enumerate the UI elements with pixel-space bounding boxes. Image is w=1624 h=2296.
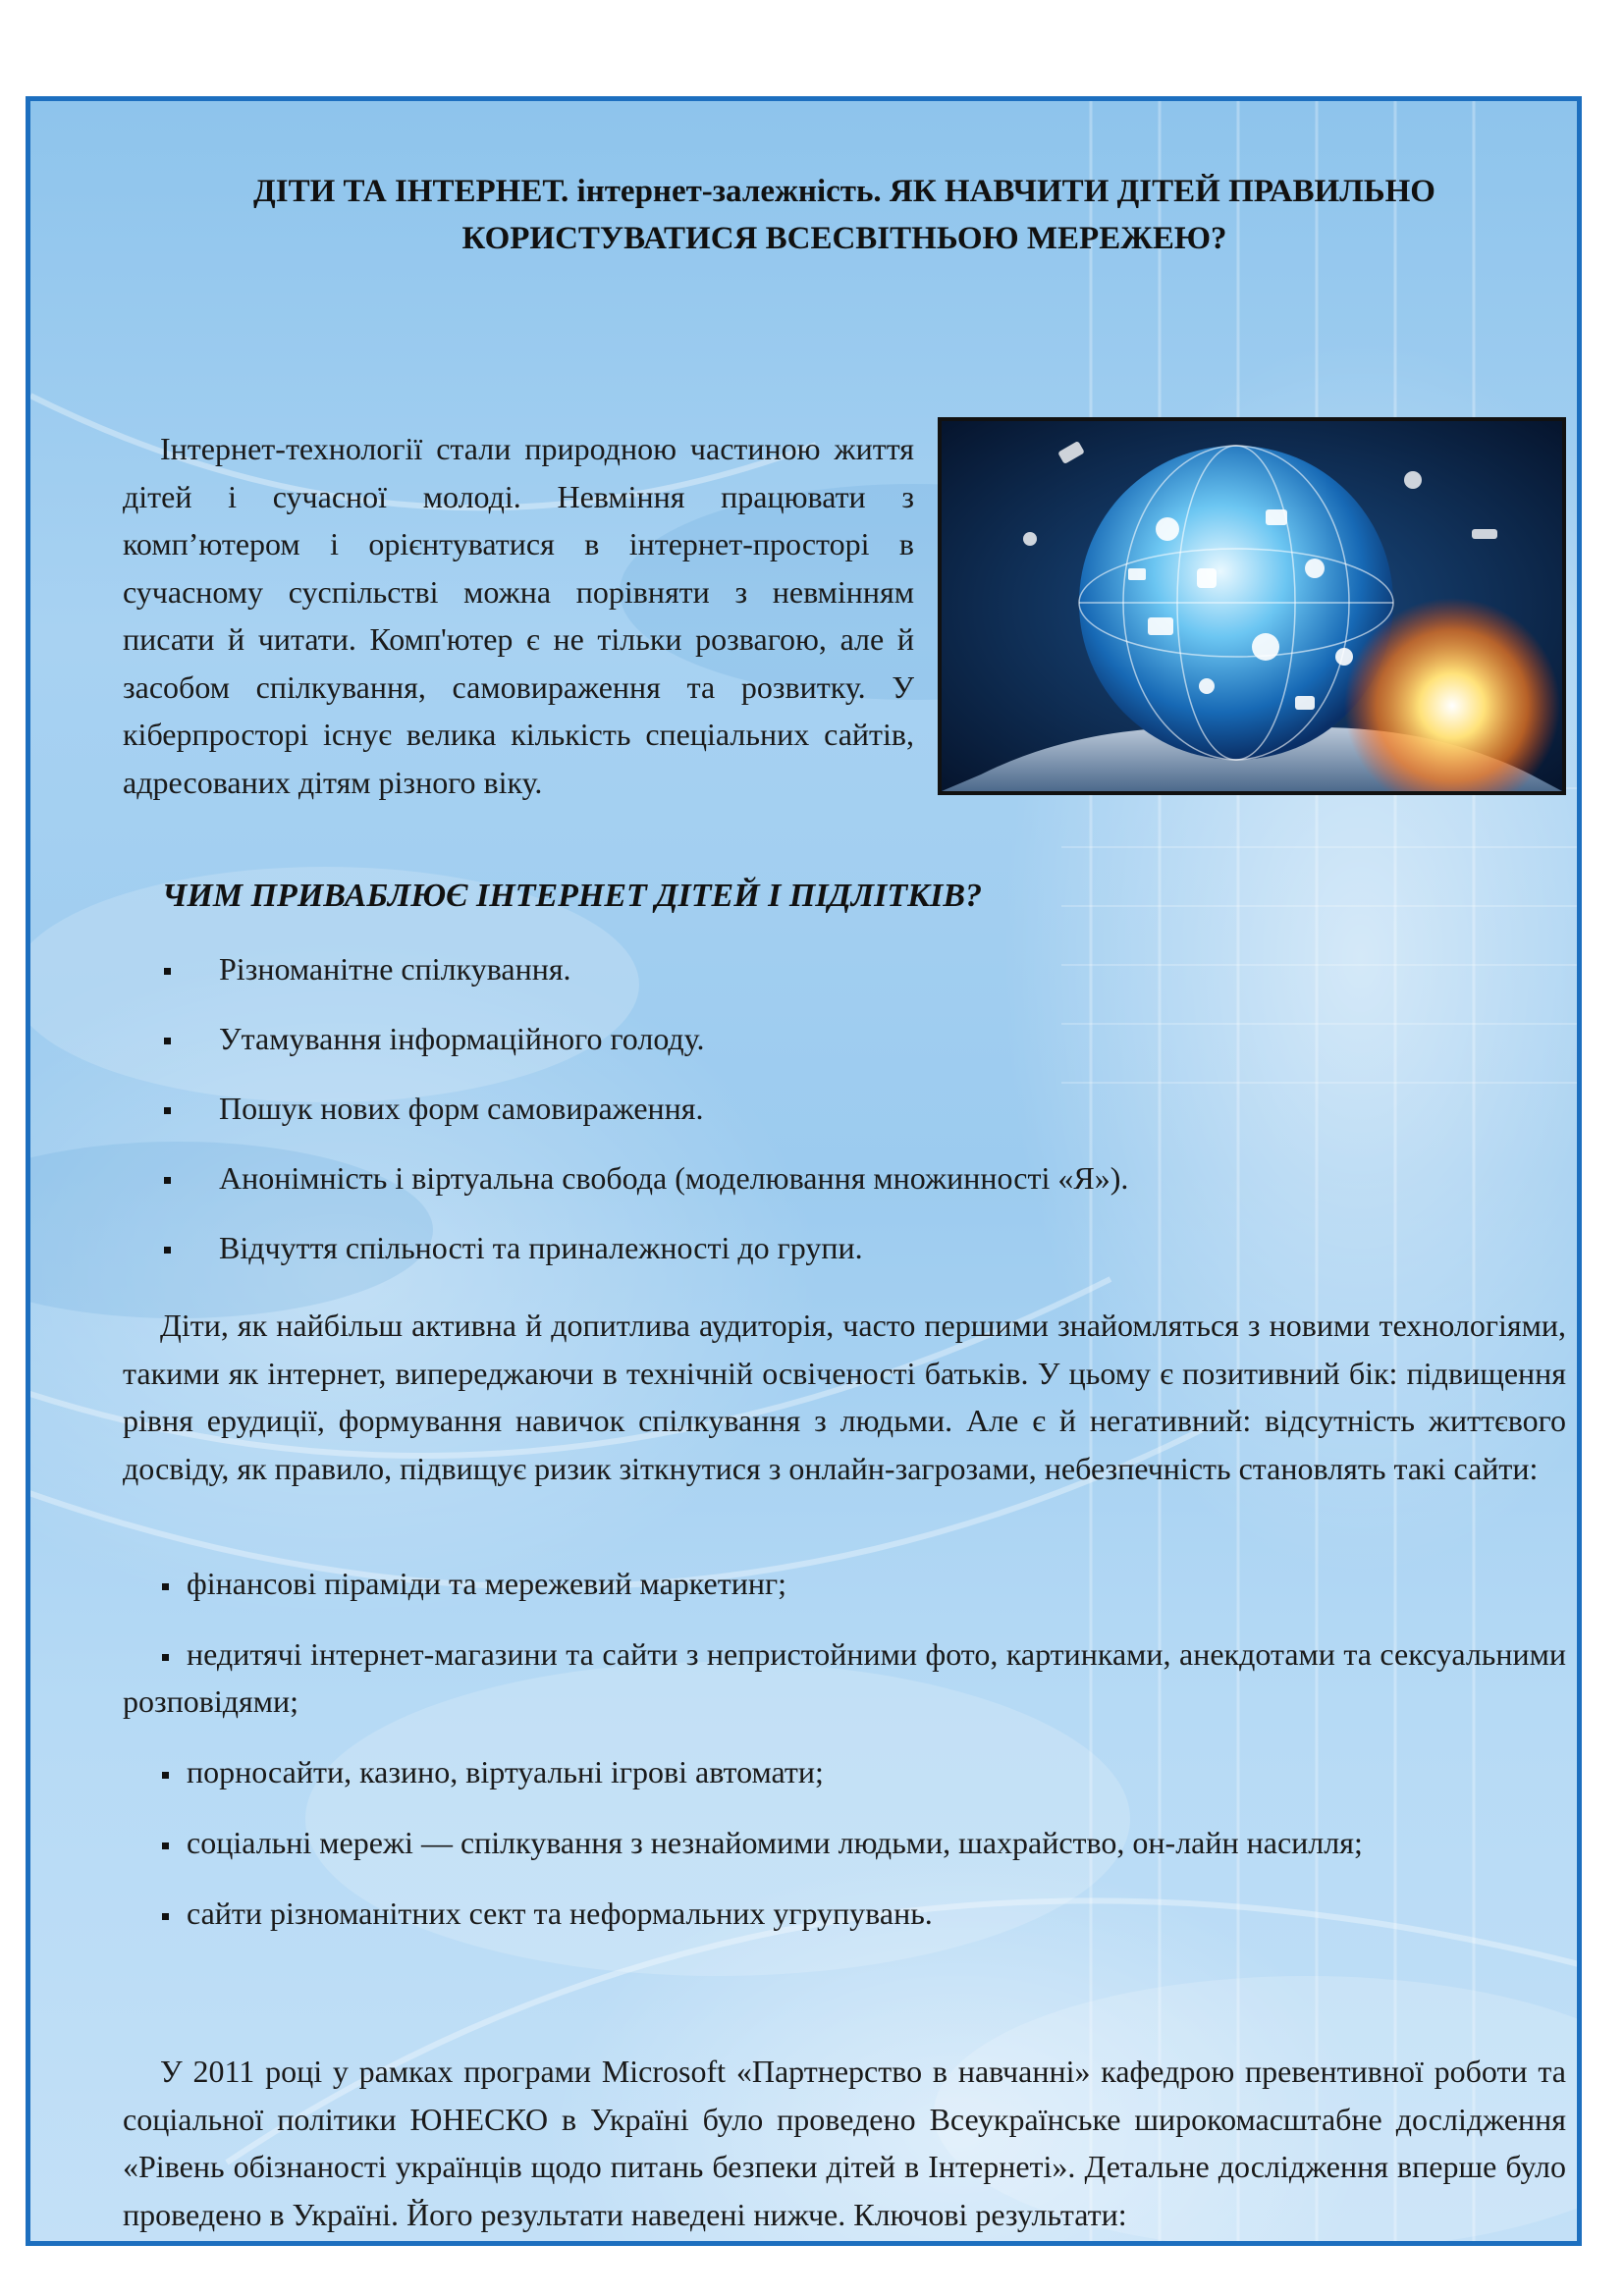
bullet-icon bbox=[162, 1654, 169, 1661]
list-item bbox=[123, 1748, 1566, 1795]
bullet-icon bbox=[162, 1583, 169, 1590]
page-title: ДІТИ ТА ІНТЕРНЕТ. інтернет-залежність. ЯК НАВЧИТИ ДІТЕЙ ПРАВИЛЬНО КОРИСТУВАТИСЯ ВСЕСВІТНЬОЮ МЕРЕЖЕЮ? bbox=[253, 174, 1435, 256]
research-paragraph: У 2011 році у рамках програми Microsoft «Партнерство в навчанні» кафедрою превентивної роботи та соціальної політики ЮНЕСКО в Україні було проведено Всеукраїнське широкомасштабне дослідження «Рівень обізнаності українців щодо питань безпеки дітей в Інтернеті». Детальне дослідження вперше було проведено в Україні. Його результати наведені нижче. Ключові результати: bbox=[123, 2054, 1566, 2232]
bullet-icon bbox=[162, 1842, 169, 1849]
list-item: Відчуття спільності та приналежності до групи. bbox=[162, 1224, 1128, 1294]
list-item: Пошук нових форм самовираження. bbox=[162, 1085, 1128, 1154]
list-item: Різноманітне спілкування. bbox=[162, 945, 1128, 1015]
list-item bbox=[123, 1630, 1566, 1725]
list-item bbox=[123, 1560, 1566, 1607]
list-item-text: фінансові піраміди та мережевий маркетинг; bbox=[187, 1566, 786, 1601]
bullet-icon bbox=[162, 1913, 169, 1920]
intro-text: Інтернет-технології стали природною частиною життя дітей і сучасної молоді. Невміння працювати з комп’ютером і орієнтуватися в інтернет-просторі в сучасному суспільстві можна порівняти з невмінням писати й читати. Комп'ютер є не тільки розвагою, але й засобом спілкування, самовираження та розвитку. У кіберпросторі існує велика кількість спеціальних сайтів, адресованих дітям різного віку. bbox=[123, 431, 914, 800]
list-item-text: сайти різноманітних сект та неформальних угрупувань. bbox=[187, 1896, 933, 1931]
globe-illustration bbox=[938, 417, 1566, 795]
attractions-list bbox=[162, 945, 1128, 1294]
list-item-text: недитячі інтернет-магазини та сайти з непристойними фото, картинками, анекдотами та сексуальними розповідями; bbox=[123, 1636, 1566, 1719]
bullet-icon bbox=[162, 1772, 169, 1779]
list-item: Анонімність і віртуальна свобода (моделювання множинності «Я»). bbox=[162, 1154, 1128, 1224]
risks-paragraph: Діти, як найбільш активна й допитлива аудиторія, часто першими знайомляться з новими технологіями, такими як інтернет, випереджаючи в технічній освіченості батьків. У цьому є позитивний бік: підвищення рівня ерудиції, формування навичок спілкування з людьми. Але є й негативний: відсутність життєвого досвіду, як правило, підвищує ризик зіткнутися з онлайн-загрозами, небезпечність становлять такі сайти: bbox=[123, 1308, 1566, 1486]
list-item: Утамування інформаційного голоду. bbox=[162, 1015, 1128, 1085]
list-item bbox=[123, 1819, 1566, 1866]
poster-panel bbox=[26, 96, 1582, 2246]
dangerous-sites-list bbox=[123, 1560, 1566, 1960]
list-item bbox=[123, 1890, 1566, 1937]
intro-paragraph bbox=[123, 425, 1566, 806]
list-item-text: соціальні мережі — спілкування з незнайомими людьми, шахрайство, он-лайн насилля; bbox=[187, 1825, 1363, 1860]
section-heading: ЧИМ ПРИВАБЛЮЄ ІНТЕРНЕТ ДІТЕЙ І ПІДЛІТКІВ? bbox=[162, 878, 983, 914]
list-item-text: порносайти, казино, віртуальні ігрові автомати; bbox=[187, 1754, 824, 1789]
